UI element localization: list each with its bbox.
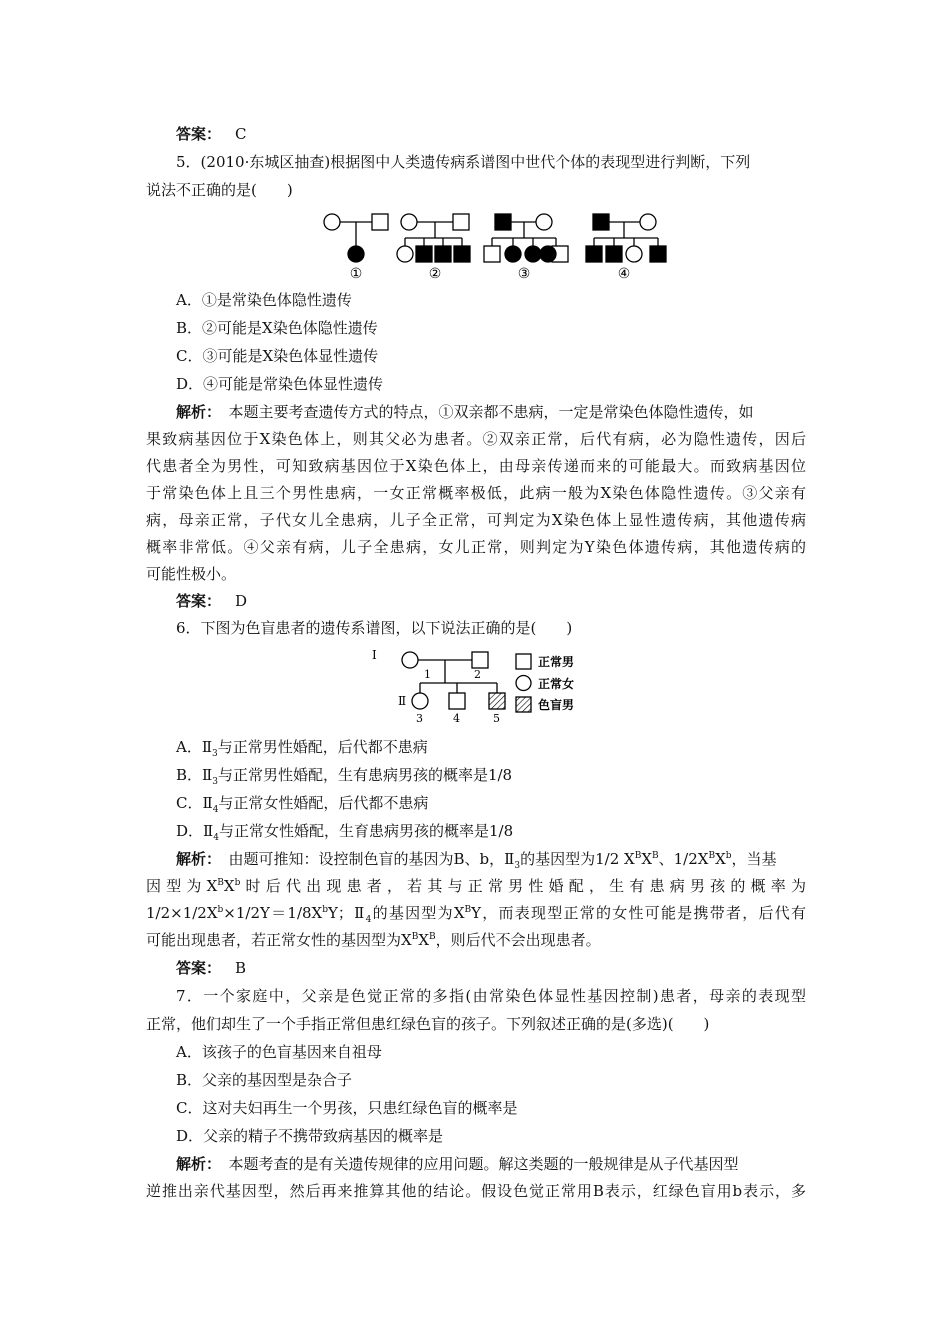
q7-stem-line2: 正常，他们却生了一个手指正常但患红绿色盲的孩子。下列叙述正确的是(多选)( ): [146, 1015, 710, 1033]
q5-option-b: B．②可能是X染色体隐性遗传: [176, 319, 378, 337]
pedigree-label-4: ④: [617, 266, 631, 280]
q7-option-c: C．这对夫妇再生一个男孩，只患红绿色盲的概率是: [176, 1099, 518, 1117]
legend-female-normal-icon: [516, 676, 531, 691]
generation-2-label: Ⅱ: [398, 694, 407, 708]
q7-analysis-line1: 解析： 本题考查的是有关遗传规律的应用问题。解这类题的一般规律是从子代基因型: [176, 1155, 739, 1173]
pedigree-male-normal: [372, 214, 388, 230]
q5-stem-line2: 说法不正确的是( ): [146, 181, 293, 199]
legend-male-normal-icon: [516, 654, 531, 669]
svg-text:3: 3: [416, 712, 423, 725]
colorblind-male: [489, 693, 505, 709]
q5-option-a: A．①是常染色体隐性遗传: [176, 291, 352, 309]
pedigree-label-2: ②: [428, 266, 442, 280]
q6-stem: 6．下图为色盲患者的遗传系谱图，以下说法正确的是( ): [176, 619, 573, 637]
legend-male-normal: 正常男: [538, 655, 575, 669]
q6-analysis-line4: 可能出现患者，若正常女性的基因型为$X^BX^B$，则后代不会出现患者。: [146, 931, 601, 949]
q7-option-b: B．父亲的基因型是杂合子: [176, 1071, 353, 1089]
pedigree-female-normal: [324, 214, 340, 230]
q6-option-c: C．$Ⅱ_4$与正常女性婚配，后代都不患病: [176, 794, 429, 815]
q6-option-d: D．$Ⅱ_4$与正常女性婚配，生育患病男孩的概率是1/8: [176, 822, 514, 843]
q5-analysis-line7: 可能性极小。: [146, 565, 237, 583]
q5-analysis-line5: 病，母亲正常，子代女儿全患病，儿子全正常，可判定为X染色体上显性遗传病，其他遗传病: [146, 511, 806, 529]
svg-text:2: 2: [474, 668, 481, 681]
q5-option-c: C．③可能是X染色体显性遗传: [176, 347, 379, 365]
svg-text:4: 4: [453, 712, 460, 725]
q6-analysis-line1: 解析： 由题可推知：设控制色盲的基因为B、b，$Ⅱ_3$的基因型为1/2 $X^BX^B$、$1/2X^BX^b$，当基: [176, 850, 777, 871]
q5-option-d: D．④可能是常染色体显性遗传: [176, 375, 384, 393]
q6-analysis-line2: 因型为$X^BX^b$时后代出现患者，若其与正常男性婚配，生有患病男孩的概率为: [146, 877, 806, 895]
answer-4: [176, 124, 836, 144]
pedigree-figure-q5: [318, 208, 678, 280]
analysis-label: 解析：: [176, 403, 214, 421]
q6-option-b: B．$Ⅱ_3$与正常男性婚配，生有患病男孩的概率是1/8: [176, 766, 513, 787]
generation-1-label: Ⅰ: [372, 648, 377, 662]
q5-analysis-line4: 于常染色体上且三个男性患病，一女正常概率极低，此病一般为X染色体隐性遗传。③父亲有: [146, 484, 806, 502]
legend-female-normal: 正常女: [538, 677, 575, 691]
q7-analysis-line2: 逆推出亲代基因型，然后再来推算其他的结论。假设色觉正常用B表示，红绿色盲用b表示，多: [146, 1182, 806, 1200]
q6-analysis-line3: $1/2\times 1/2X^b\times 1/2Y=1/8X^bY$；$Ⅱ_4$的基因型为$X^BY$，而表现型正常的女性可能是携带者，后代有: [146, 904, 806, 925]
svg-text:5: 5: [493, 712, 500, 725]
pedigree-label-3: ③: [517, 266, 531, 280]
q5-analysis-line2: 果致病基因位于X染色体上，则其父必为患者。②双亲正常，后代有病，必为隐性遗传，因后: [146, 430, 806, 448]
q5-analysis-line1: 解析： 本题主要考查遗传方式的特点，①双亲都不患病，一定是常染色体隐性遗传，如: [176, 403, 754, 421]
answer-6: 答案： B: [176, 959, 247, 977]
q7-option-d: D．父亲的精子不携带致病基因的概率是: [176, 1127, 444, 1145]
answer-label: 答案：: [176, 125, 222, 143]
answer-5: 答案： D: [176, 592, 248, 610]
pedigree-label-1: ①: [349, 266, 363, 280]
q5-analysis-line6: 概率非常低。④父亲有病，儿子全患病，女儿正常，则判定为Y染色体遗传病，其他遗传病的: [146, 538, 806, 556]
q6-option-a: A．$Ⅱ_3$与正常男性婚配，后代都不患病: [176, 738, 428, 759]
q7-stem-line1: 7．一个家庭中，父亲是色觉正常的多指(由常染色体显性基因控制)患者，母亲的表现型: [176, 987, 806, 1005]
pedigree-figure-q6: [368, 645, 598, 725]
q5-analysis-line3: 代患者全为男性，可知致病基因位于X染色体上，由母亲传递而来的可能最大。而致病基因位: [146, 457, 806, 475]
q5-stem-line1: 5．(2010·东城区抽查)根据图中人类遗传病系谱图中世代个体的表现型进行判断，下列: [176, 153, 751, 171]
pedigree-female-affected: [348, 246, 364, 262]
svg-text:1: 1: [424, 668, 431, 681]
legend-colorblind-male: 色盲男: [538, 698, 575, 712]
legend-colorblind-male-icon: [516, 697, 531, 712]
q7-option-a: A．该孩子的色盲基因来自祖母: [176, 1043, 382, 1061]
answer-value: C: [235, 125, 247, 143]
